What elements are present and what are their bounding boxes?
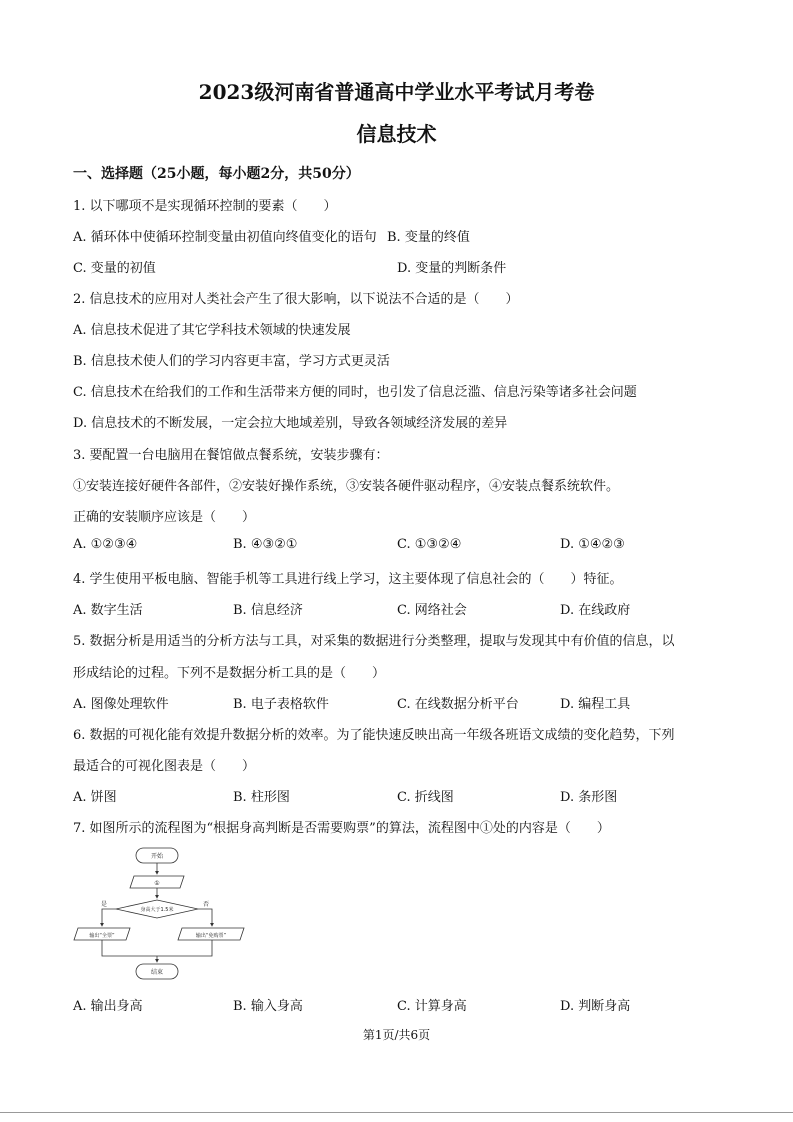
q7-option-a: A. 输出身高 [73, 999, 143, 1014]
q5-stem-line1: 5. 数据分析是用适当的分析方法与工具，对采集的数据进行分类整理，提取与发现其中有价值的信息，以 [73, 634, 675, 649]
q7-stem: 7. 如图所示的流程图为“根据身高判断是否需要购票”的算法，流程图中①处的内容是（ ） [73, 821, 610, 836]
q3-option-a: A. ①②③④ [73, 537, 138, 552]
q7-option-d: D. 判断身高 [560, 999, 631, 1014]
q6-option-d: D. 条形图 [560, 790, 618, 805]
subject-title: 信息技术 [356, 122, 437, 146]
q6-stem-line1: 6. 数据的可视化能有效提升数据分析的效率。为了能快速反映出高一年级各班语文成绩的变化趋势，下列 [73, 728, 675, 743]
flow-yes-label: 是 [100, 901, 108, 908]
q1-option-a: A. 循环体中使循环控制变量由初值向终值变化的语句 [73, 230, 377, 245]
q3-stem: 3. 要配置一台电脑用在餐馆做点餐系统，安装步骤有： [73, 448, 389, 463]
flow-end-label: 结束 [150, 969, 164, 976]
q2-option-c: C. 信息技术在给我们的工作和生活带来方便的同时，也引发了信息泛滥、信息污染等诸多社会问题 [73, 385, 637, 400]
q3-option-c: C. ①③②④ [397, 537, 462, 552]
section-heading: 一、选择题（25小题，每小题2分，共50分） [73, 166, 360, 182]
flow-no-label: 否 [202, 901, 210, 908]
q2-option-b: B. 信息技术使人们的学习内容更丰富，学习方式更灵活 [73, 354, 390, 369]
q2-option-a: A. 信息技术促进了其它学科技术领域的快速发展 [73, 323, 351, 338]
q6-option-a: A. 饼图 [73, 790, 117, 805]
q6-stem-line2: 最适合的可视化图表是（ ） [73, 759, 256, 774]
q1-option-d: D. 变量的判断条件 [397, 261, 507, 276]
q4-option-c: C. 网络社会 [397, 603, 467, 618]
flow-start-label: 开始 [150, 853, 164, 860]
q1-option-b: B. 变量的终值 [387, 230, 470, 245]
q5-option-c: C. 在线数据分析平台 [397, 697, 519, 712]
flow-out-yes-label: 输出“全票” [89, 933, 115, 939]
flow-decision-label: 身高大于1.5米 [140, 907, 174, 913]
q5-stem-line2: 形成结论的过程。下列不是数据分析工具的是（ ） [73, 666, 386, 681]
q7-option-b: B. 输入身高 [233, 999, 303, 1014]
q7-option-c: C. 计算身高 [397, 999, 467, 1014]
q6-option-b: B. 柱形图 [233, 790, 290, 805]
q1-option-c: C. 变量的初值 [73, 261, 156, 276]
q7-flowchart [70, 840, 250, 985]
page-footer: 第1页/共6页 [362, 1028, 431, 1042]
q5-option-a: A. 图像处理软件 [73, 697, 169, 712]
q4-option-d: D. 在线政府 [560, 603, 631, 618]
q6-option-c: C. 折线图 [397, 790, 454, 805]
q2-stem: 2. 信息技术的应用对人类社会产生了很大影响，以下说法不合适的是（ ） [73, 292, 519, 307]
flow-input-label: ① [154, 880, 160, 887]
q3-steps: ①安装连接好硬件各部件，②安装好操作系统，③安装各硬件驱动程序，④安装点餐系统软件。 [73, 479, 620, 494]
q3-option-b: B. ④③②① [233, 537, 298, 552]
bottom-rule [0, 1112, 793, 1113]
q4-option-b: B. 信息经济 [233, 603, 303, 618]
q5-option-b: B. 电子表格软件 [233, 697, 329, 712]
q2-option-d: D. 信息技术的不断发展，一定会拉大地域差别，导致各领域经济发展的差异 [73, 416, 508, 431]
q3-option-d: D. ①④②③ [560, 537, 625, 552]
exam-title: 2023级河南省普通高中学业水平考试月考卷 [198, 80, 595, 104]
q3-ask: 正确的安装顺序应该是（ ） [73, 510, 256, 525]
q1-stem: 1. 以下哪项不是实现循环控制的要素（ ） [73, 199, 337, 214]
q4-stem: 4. 学生使用平板电脑、智能手机等工具进行线上学习，这主要体现了信息社会的（ ）特征。 [73, 572, 623, 587]
flow-out-no-label: 输出“免购票” [195, 933, 227, 939]
q5-option-d: D. 编程工具 [560, 697, 631, 712]
q4-option-a: A. 数字生活 [73, 603, 143, 618]
